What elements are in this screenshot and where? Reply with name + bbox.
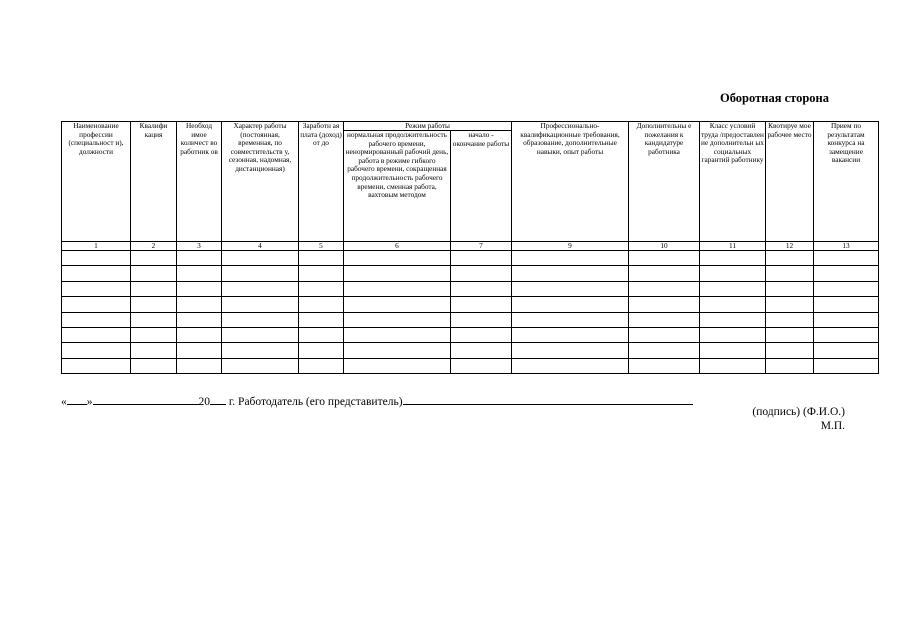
- table-cell[interactable]: [512, 312, 629, 327]
- table-cell[interactable]: [299, 266, 344, 281]
- table-cell[interactable]: [177, 312, 222, 327]
- table-cell[interactable]: [131, 327, 177, 342]
- column-numbers-row: [62, 242, 879, 251]
- table-cell[interactable]: [451, 251, 512, 266]
- table-cell[interactable]: [814, 266, 879, 281]
- table-cell[interactable]: [222, 266, 299, 281]
- table-cell[interactable]: [700, 358, 766, 373]
- table-cell[interactable]: [814, 281, 879, 296]
- table-cell[interactable]: [344, 251, 451, 266]
- table-cell[interactable]: [344, 281, 451, 296]
- table-row: [62, 327, 879, 342]
- header-working-time: нормальная продолжительность рабочего времени, ненормированный рабочий день, работа в режиме гибкого рабочего времени, сокращенная продолжительность рабочего времени, сменная работа, вахтовым методом: [344, 131, 451, 242]
- table-cell[interactable]: [299, 297, 344, 312]
- header-profession: Наименование профессии (специальност и), должности: [62, 122, 131, 242]
- column-number: 9: [512, 242, 629, 251]
- table-row: [62, 251, 879, 266]
- column-number: 6: [344, 242, 451, 251]
- table-cell[interactable]: [700, 343, 766, 358]
- table-cell[interactable]: [766, 297, 814, 312]
- table-cell[interactable]: [62, 281, 131, 296]
- column-number: 1: [62, 242, 131, 251]
- header-required-count: Необход имое количест во работник ов: [177, 122, 222, 242]
- table-cell[interactable]: [512, 297, 629, 312]
- table-cell[interactable]: [629, 297, 700, 312]
- table-cell[interactable]: [222, 251, 299, 266]
- signature-notes: [752, 405, 845, 433]
- header-requirements: Профессионально-квалификационные требования, образование, дополнительные навыки, опыт работы: [512, 122, 629, 242]
- column-number: 10: [629, 242, 700, 251]
- table-cell[interactable]: [299, 312, 344, 327]
- column-number: 4: [222, 242, 299, 251]
- header-quota: Квотируе мое рабочее место: [766, 122, 814, 242]
- table-cell[interactable]: [131, 297, 177, 312]
- employer-signature-field[interactable]: [403, 392, 693, 405]
- header-work-regime: Режим работы: [344, 122, 512, 131]
- table-cell[interactable]: [62, 312, 131, 327]
- table-cell[interactable]: [131, 312, 177, 327]
- table-cell[interactable]: [766, 281, 814, 296]
- table-cell[interactable]: [177, 281, 222, 296]
- table-row: [62, 312, 879, 327]
- column-number: 7: [451, 242, 512, 251]
- table-cell[interactable]: [299, 327, 344, 342]
- table-cell[interactable]: [766, 327, 814, 342]
- column-number: 3: [177, 242, 222, 251]
- table-cell[interactable]: [700, 281, 766, 296]
- day-field[interactable]: [67, 392, 87, 405]
- table-cell[interactable]: [222, 297, 299, 312]
- table-cell[interactable]: [766, 358, 814, 373]
- table-cell[interactable]: [451, 327, 512, 342]
- vacancy-table: [61, 121, 879, 374]
- table-cell[interactable]: [512, 343, 629, 358]
- table-row: [62, 358, 879, 373]
- table-cell[interactable]: [512, 327, 629, 342]
- column-number: 12: [766, 242, 814, 251]
- column-number: 13: [814, 242, 879, 251]
- table-cell[interactable]: [177, 297, 222, 312]
- table-cell[interactable]: [814, 297, 879, 312]
- table-cell[interactable]: [299, 251, 344, 266]
- table-cell[interactable]: [629, 281, 700, 296]
- table-cell[interactable]: [344, 343, 451, 358]
- table-cell[interactable]: [344, 312, 451, 327]
- header-start-end: начало - окончание работы: [451, 131, 512, 242]
- page-title: Оборотная сторона: [720, 91, 830, 105]
- table-cell[interactable]: [344, 358, 451, 373]
- table-cell[interactable]: [222, 343, 299, 358]
- table-cell[interactable]: [344, 266, 451, 281]
- table-cell[interactable]: [766, 343, 814, 358]
- table-cell[interactable]: [512, 358, 629, 373]
- table-cell[interactable]: [512, 281, 629, 296]
- table-cell[interactable]: [629, 343, 700, 358]
- table-cell[interactable]: [512, 266, 629, 281]
- open-quote: «: [61, 396, 67, 408]
- table-cell[interactable]: [177, 251, 222, 266]
- header-row-1: [62, 122, 879, 131]
- table-cell[interactable]: [814, 251, 879, 266]
- column-number: 5: [299, 242, 344, 251]
- table-body: [62, 251, 879, 374]
- table-cell[interactable]: [222, 358, 299, 373]
- table-cell[interactable]: [177, 266, 222, 281]
- table-cell[interactable]: [700, 251, 766, 266]
- table-cell[interactable]: [299, 343, 344, 358]
- table-cell[interactable]: [177, 327, 222, 342]
- table-cell[interactable]: [299, 281, 344, 296]
- table-cell[interactable]: [131, 266, 177, 281]
- month-field[interactable]: [93, 392, 199, 405]
- table-cell[interactable]: [177, 358, 222, 373]
- table-cell[interactable]: [62, 251, 131, 266]
- table-cell[interactable]: [222, 281, 299, 296]
- table-cell[interactable]: [62, 297, 131, 312]
- table-cell[interactable]: [451, 297, 512, 312]
- table-cell[interactable]: [131, 281, 177, 296]
- table-cell[interactable]: [700, 312, 766, 327]
- table-row: [62, 266, 879, 281]
- header-qualification: Квалифи кация: [131, 122, 177, 242]
- table-cell[interactable]: [62, 266, 131, 281]
- table-cell[interactable]: [814, 327, 879, 342]
- year-prefix: 20: [198, 396, 210, 408]
- table-cell[interactable]: [62, 327, 131, 342]
- date-signature-line: [61, 392, 693, 408]
- table-cell[interactable]: [344, 327, 451, 342]
- table-row: [62, 343, 879, 358]
- column-number: 11: [700, 242, 766, 251]
- table-row: [62, 281, 879, 296]
- table-cell[interactable]: [629, 266, 700, 281]
- table-cell[interactable]: [222, 312, 299, 327]
- year-field[interactable]: [210, 392, 226, 405]
- column-number: 2: [131, 242, 177, 251]
- table-cell[interactable]: [629, 251, 700, 266]
- table-cell[interactable]: [766, 312, 814, 327]
- table-cell[interactable]: [177, 343, 222, 358]
- table-cell[interactable]: [299, 358, 344, 373]
- table-cell[interactable]: [629, 312, 700, 327]
- table-cell[interactable]: [629, 358, 700, 373]
- table-cell[interactable]: [131, 343, 177, 358]
- table-cell[interactable]: [344, 297, 451, 312]
- table-cell[interactable]: [222, 327, 299, 342]
- table-cell[interactable]: [814, 312, 879, 327]
- table-cell[interactable]: [700, 297, 766, 312]
- table-cell[interactable]: [451, 266, 512, 281]
- table-cell[interactable]: [512, 251, 629, 266]
- header-working-conditions: Класс условий труда /предоставлен ие дополнительн ых социальных гарантий работнику: [700, 122, 766, 242]
- table-row: [62, 297, 879, 312]
- table-cell[interactable]: [451, 281, 512, 296]
- table-cell[interactable]: [62, 358, 131, 373]
- table-cell[interactable]: [700, 266, 766, 281]
- header-salary: Заработн ая плата (доход) от до: [299, 122, 344, 242]
- table-cell[interactable]: [629, 327, 700, 342]
- signature-caption: (подпись) (Ф.И.О.): [752, 406, 845, 418]
- table-cell[interactable]: [814, 358, 879, 373]
- table-cell[interactable]: [700, 327, 766, 342]
- table-cell[interactable]: [131, 358, 177, 373]
- table-cell[interactable]: [62, 343, 131, 358]
- table-cell[interactable]: [451, 343, 512, 358]
- stamp-label: М.П.: [820, 420, 845, 432]
- table-cell[interactable]: [451, 312, 512, 327]
- table-cell[interactable]: [131, 251, 177, 266]
- close-quote: »: [86, 396, 93, 408]
- table-cell[interactable]: [451, 358, 512, 373]
- table-cell[interactable]: [814, 343, 879, 358]
- header-additional-wishes: Дополнительны е пожелания к кандидатуре работника: [629, 122, 700, 242]
- header-competition: Прием по результатам конкурса на замещение вакансии: [814, 122, 879, 242]
- table-cell[interactable]: [766, 251, 814, 266]
- header-work-character: Характер работы (постоянная, временная, по совместительств у, сезонная, надомная, дистанционная): [222, 122, 299, 242]
- table-cell[interactable]: [766, 266, 814, 281]
- employer-label: г. Работодатель (его представитель): [228, 396, 403, 408]
